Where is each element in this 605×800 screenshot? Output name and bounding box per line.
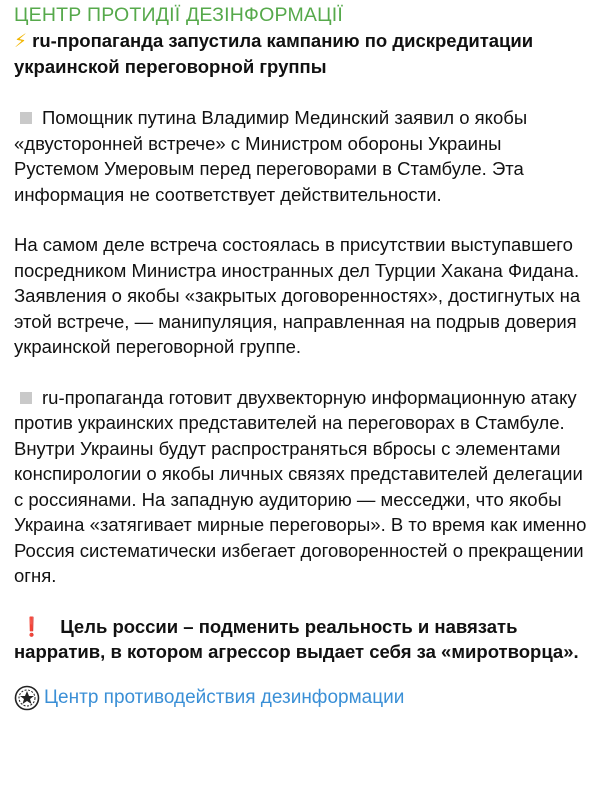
post-headline xyxy=(14,28,591,79)
paragraph-2-text: На самом деле встреча состоялась в присутствии выступавшего посредником Министра иностранных дел Турции Хакана Фидана. Заявления о якобы «закрытых договоренностях», достигнутых на этой встрече, — манипуляция, направленная на подрыв доверия украинской переговорной группе. xyxy=(14,234,581,357)
lightning-icon: ⚡ xyxy=(14,30,27,51)
paragraph-3 xyxy=(14,385,591,589)
paragraph-3-text: ru-пропаганда готовит двухвекторную информационную атаку против украинских представителей на переговорах в Стамбуле. Внутри Украины будут распространяться вбросы с элементами конспирологии о якобы личных связях представителей делегации с россиянами. На западную аудиторию — месседжи, что якобы Украина «затягивает мирные переговоры». В то время как именно Россия систематически избегает договоренностей о прекращении огня. xyxy=(14,386,587,586)
goal-statement xyxy=(14,614,591,665)
paragraph-1 xyxy=(14,105,591,207)
paragraph-1-text: Помощник путина Владимир Мединский заявил о якобы «двусторонней встрече» с Министром обороны Украины Рустемом Умеровым перед переговорами в Стамбуле. Эта информация не соответствует действительности. xyxy=(14,107,528,205)
headline-text: ru-пропаганда запустила кампанию по дискредитации украинской переговорной группы xyxy=(14,30,534,77)
source-link[interactable] xyxy=(14,685,591,711)
square-icon xyxy=(20,392,32,404)
goal-text: Цель россии – подменить реальность и навязать нарратив, в котором агрессор выдает себя за «миротворца». xyxy=(14,615,579,662)
paragraph-2 xyxy=(14,232,591,360)
emblem-icon xyxy=(14,685,40,711)
source-link-text[interactable]: Центр противодействия дезинформации xyxy=(44,686,405,708)
exclamation-icon: ❗ xyxy=(20,615,44,637)
channel-title[interactable]: ЦЕНТР ПРОТИДІЇ ДЕЗІНФОРМАЦІЇ xyxy=(14,4,343,26)
square-icon xyxy=(20,112,32,124)
